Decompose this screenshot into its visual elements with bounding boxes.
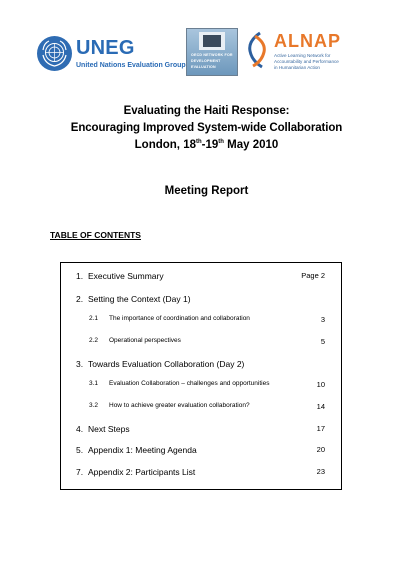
uneg-wordmark: UNEG xyxy=(76,37,135,59)
toc-number: 3.1 xyxy=(89,380,99,387)
alnap-wordmark: ALNAP xyxy=(274,31,341,51)
alnap-tagline: Accountability and Performance xyxy=(274,59,339,64)
toc-number: 1. xyxy=(76,271,84,281)
un-emblem-icon xyxy=(37,36,72,71)
alnap-emblem-icon xyxy=(246,31,270,69)
toc-number: 5. xyxy=(76,445,84,455)
toc-label: Evaluation Collaboration – challenges and opportunities xyxy=(109,380,270,387)
alnap-tagline: Active Learning Network for xyxy=(274,53,331,58)
date-suffix-1: th xyxy=(196,139,202,145)
toc-label: Towards Evaluation Collaboration (Day 2) xyxy=(88,359,245,369)
toc-page: 17 xyxy=(316,424,325,433)
report-type: Meeting Report xyxy=(164,185,249,197)
toc-number: 7. xyxy=(76,467,84,477)
toc-label: Setting the Context (Day 1) xyxy=(88,294,191,304)
meeting-date xyxy=(0,139,413,151)
date-end: May 2010 xyxy=(223,139,279,151)
toc-number: 4. xyxy=(76,424,84,434)
toc-label: The importance of coordination and collaboration xyxy=(109,315,250,322)
toc-label: How to achieve greater evaluation collaboration? xyxy=(109,402,250,409)
toc-heading: TABLE OF CONTENTS xyxy=(50,230,141,240)
oecd-logo-line: DEVELOPMENT xyxy=(191,59,221,63)
toc-page: 10 xyxy=(316,380,325,389)
toc-label: Next Steps xyxy=(88,424,130,434)
oecd-dac-logo xyxy=(186,28,238,76)
uneg-logo xyxy=(37,36,186,76)
toc-number: 2.1 xyxy=(89,315,99,322)
alnap-tagline: in Humanitarian Action xyxy=(274,65,320,70)
date-suffix-2: th xyxy=(218,139,224,145)
uneg-subtitle: United Nations Evaluation Group xyxy=(76,62,186,69)
toc-number: 3.2 xyxy=(89,402,99,409)
title-line-2: Encouraging Improved System-wide Collaboration xyxy=(70,122,343,134)
oecd-logo-line: EVALUATION xyxy=(191,65,216,69)
toc-page: 5 xyxy=(320,337,325,346)
date-mid: -19 xyxy=(201,139,219,151)
date-prefix: London, 18 xyxy=(134,139,196,151)
table-of-contents xyxy=(60,262,342,490)
oecd-emblem-icon xyxy=(199,32,225,50)
toc-page: 14 xyxy=(316,402,325,411)
toc-page: 23 xyxy=(316,467,325,476)
alnap-logo xyxy=(246,31,366,71)
toc-label: Executive Summary xyxy=(88,271,164,281)
toc-label: Appendix 2: Participants List xyxy=(88,467,196,477)
title-line-1: Evaluating the Haiti Response: xyxy=(123,105,290,117)
toc-label: Appendix 1: Meeting Agenda xyxy=(88,445,197,455)
toc-number: 2. xyxy=(76,294,84,304)
document-title xyxy=(0,103,413,137)
toc-number: 2.2 xyxy=(89,337,99,344)
toc-number: 3. xyxy=(76,359,84,369)
toc-page: 20 xyxy=(316,445,325,454)
oecd-logo-line: OECD NETWORK FOR xyxy=(191,53,233,57)
toc-label: Operational perspectives xyxy=(109,337,181,344)
toc-page: Page 2 xyxy=(301,271,325,280)
toc-page: 3 xyxy=(320,315,325,324)
